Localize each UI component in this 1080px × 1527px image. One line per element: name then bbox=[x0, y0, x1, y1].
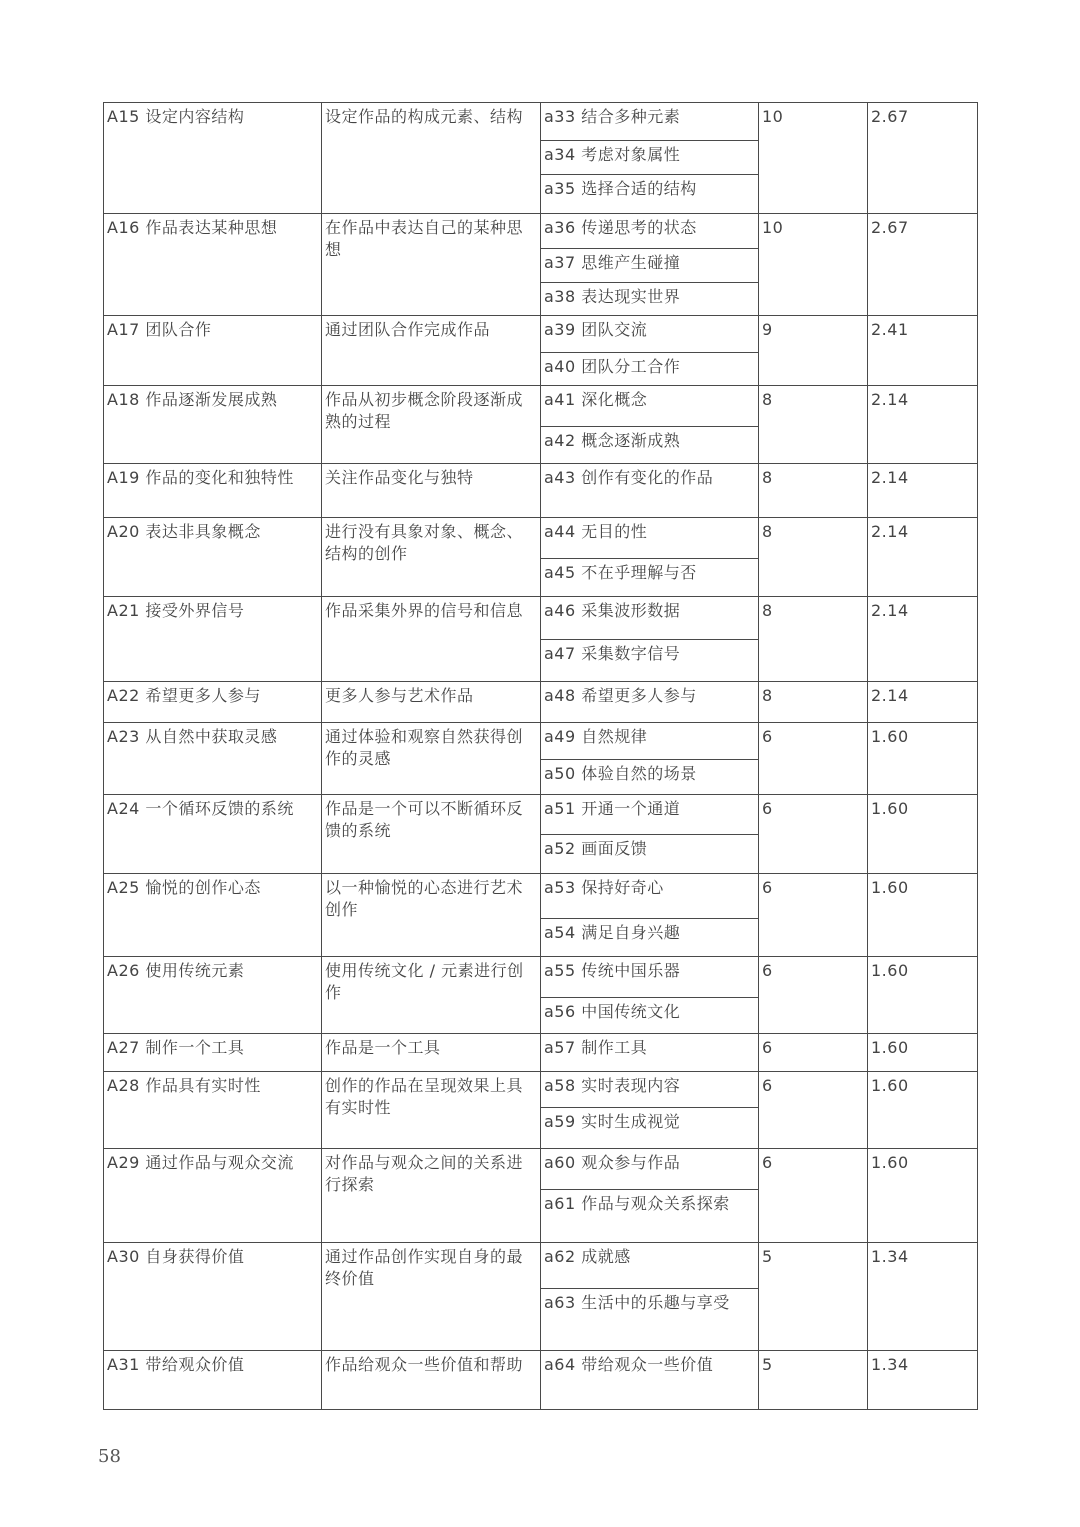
percentage-cell bbox=[868, 1350, 978, 1409]
table-row bbox=[104, 1071, 978, 1148]
count-cell-text: 10 bbox=[762, 218, 784, 237]
category-cell bbox=[104, 1350, 322, 1409]
table-row bbox=[104, 681, 978, 722]
subcategory-item bbox=[541, 558, 758, 596]
count-cell bbox=[759, 957, 868, 1034]
percentage-cell-text: 2.41 bbox=[871, 320, 909, 340]
table-row bbox=[104, 316, 978, 386]
count-cell bbox=[759, 795, 868, 874]
subcategory-label: a53 保持好奇心 bbox=[544, 877, 664, 897]
description-cell bbox=[322, 385, 541, 464]
description-cell-text: 作品是一个可以不断循环反馈的系统 bbox=[325, 799, 524, 841]
subcategory-item bbox=[541, 1072, 758, 1107]
subcategory-item bbox=[541, 1351, 758, 1409]
subcategory-label: a54 满足自身兴趣 bbox=[544, 922, 681, 942]
category-cell-text: A22 希望更多人参与 bbox=[107, 685, 261, 705]
category-cell bbox=[104, 1033, 322, 1071]
description-cell-text: 对作品与观众之间的关系进行探索 bbox=[325, 1152, 524, 1194]
subcategory-item bbox=[541, 1189, 758, 1243]
page-number: 58 bbox=[98, 1446, 121, 1467]
subcategory-label: a52 画面反馈 bbox=[544, 839, 648, 859]
subcategory-label: a64 带给观众一些价值 bbox=[544, 1354, 714, 1374]
category-cell bbox=[104, 385, 322, 464]
table-row bbox=[104, 518, 978, 597]
description-cell-text: 关注作品变化与独特 bbox=[325, 468, 474, 488]
description-cell-text: 以一种愉悦的心态进行艺术创作 bbox=[325, 877, 524, 919]
category-cell bbox=[104, 722, 322, 795]
category-cell bbox=[104, 596, 322, 681]
description-cell bbox=[322, 795, 541, 874]
description-cell-text: 作品从初步概念阶段逐渐成熟的过程 bbox=[325, 389, 524, 431]
count-cell-text: 5 bbox=[762, 1247, 773, 1267]
description-cell bbox=[322, 464, 541, 518]
subcategory-label: a39 团队交流 bbox=[544, 320, 648, 340]
description-cell-text: 在作品中表达自己的某种思想 bbox=[325, 218, 524, 259]
subcategory-label: a51 开通一个通道 bbox=[544, 799, 681, 819]
description-cell bbox=[322, 722, 541, 795]
table-row bbox=[104, 1033, 978, 1071]
subcategory-cell bbox=[541, 681, 759, 722]
table-row bbox=[104, 795, 978, 874]
description-cell bbox=[322, 103, 541, 214]
category-cell bbox=[104, 1071, 322, 1148]
percentage-cell-text: 1.60 bbox=[871, 961, 909, 981]
category-cell-text: A21 接受外界信号 bbox=[107, 600, 245, 620]
subcategory-cell bbox=[541, 722, 759, 795]
subcategory-label: a46 采集波形数据 bbox=[544, 600, 681, 620]
percentage-cell-text: 1.60 bbox=[871, 1075, 909, 1095]
subcategory-label: a49 自然规律 bbox=[544, 726, 648, 746]
count-cell-text: 6 bbox=[762, 1037, 773, 1057]
category-cell bbox=[104, 1148, 322, 1243]
subcategory-cell bbox=[541, 1071, 759, 1148]
subcategory-cell bbox=[541, 1350, 759, 1409]
description-cell-text: 作品给观众一些价值和帮助 bbox=[325, 1354, 524, 1374]
percentage-cell-text: 2.14 bbox=[871, 522, 909, 542]
description-cell bbox=[322, 1033, 541, 1071]
count-cell bbox=[759, 1243, 868, 1351]
subcategory-item bbox=[541, 997, 758, 1033]
description-cell-text: 进行没有具象对象、概念、结构的创作 bbox=[325, 522, 524, 564]
percentage-cell bbox=[868, 1033, 978, 1071]
count-cell-text: 8 bbox=[762, 468, 773, 488]
subcategory-item bbox=[541, 248, 758, 282]
subcategory-label: a62 成就感 bbox=[544, 1247, 631, 1267]
subcategory-item bbox=[541, 214, 758, 248]
subcategory-label: a60 观众参与作品 bbox=[544, 1152, 681, 1172]
subcategory-item bbox=[541, 103, 758, 140]
table-row bbox=[104, 873, 978, 957]
subcategory-item bbox=[541, 1034, 758, 1071]
category-table bbox=[103, 102, 978, 1410]
count-cell-text: 8 bbox=[762, 522, 773, 542]
count-cell-text: 8 bbox=[762, 389, 773, 409]
table-row bbox=[104, 1148, 978, 1243]
count-cell-text: 5 bbox=[762, 1354, 773, 1374]
percentage-cell bbox=[868, 316, 978, 386]
subcategory-cell bbox=[541, 957, 759, 1034]
category-cell-text: A17 团队合作 bbox=[107, 320, 212, 340]
percentage-cell-text: 1.60 bbox=[871, 1152, 909, 1172]
subcategory-label: a44 无目的性 bbox=[544, 522, 648, 542]
percentage-cell bbox=[868, 795, 978, 874]
description-cell-text: 创作的作品在呈现效果上具有实时性 bbox=[325, 1075, 524, 1117]
description-cell bbox=[322, 518, 541, 597]
description-cell bbox=[322, 681, 541, 722]
subcategory-label: a56 中国传统文化 bbox=[544, 1002, 681, 1022]
percentage-cell bbox=[868, 596, 978, 681]
percentage-cell bbox=[868, 873, 978, 957]
table-row bbox=[104, 103, 978, 214]
description-cell bbox=[322, 873, 541, 957]
subcategory-item bbox=[541, 759, 758, 795]
category-cell bbox=[104, 214, 322, 316]
count-cell-text: 8 bbox=[762, 685, 773, 705]
percentage-cell bbox=[868, 681, 978, 722]
subcategory-item bbox=[541, 140, 758, 174]
category-cell-text: A28 作品具有实时性 bbox=[107, 1075, 261, 1095]
category-cell-text: A29 通过作品与观众交流 bbox=[107, 1152, 294, 1172]
category-cell-text: A15 设定内容结构 bbox=[107, 107, 245, 126]
count-cell-text: 10 bbox=[762, 107, 784, 126]
subcategory-item bbox=[541, 682, 758, 722]
table-row bbox=[104, 1243, 978, 1351]
category-cell-text: A31 带给观众价值 bbox=[107, 1354, 245, 1374]
subcategory-cell bbox=[541, 103, 759, 214]
table-row bbox=[104, 957, 978, 1034]
percentage-cell bbox=[868, 464, 978, 518]
count-cell-text: 9 bbox=[762, 320, 773, 340]
category-cell bbox=[104, 1243, 322, 1351]
description-cell bbox=[322, 1148, 541, 1243]
percentage-cell-text: 1.34 bbox=[871, 1354, 909, 1374]
subcategory-label: a36 传递思考的状态 bbox=[544, 218, 697, 237]
count-cell bbox=[759, 681, 868, 722]
count-cell bbox=[759, 722, 868, 795]
subcategory-cell bbox=[541, 1148, 759, 1243]
subcategory-cell bbox=[541, 518, 759, 597]
percentage-cell bbox=[868, 1071, 978, 1148]
subcategory-item bbox=[541, 174, 758, 212]
percentage-cell-text: 1.60 bbox=[871, 799, 909, 819]
subcategory-cell bbox=[541, 596, 759, 681]
category-cell-text: A20 表达非具象概念 bbox=[107, 522, 261, 542]
description-cell-text: 通过团队合作完成作品 bbox=[325, 320, 491, 340]
category-cell-text: A26 使用传统元素 bbox=[107, 961, 245, 981]
subcategory-item bbox=[541, 352, 758, 385]
subcategory-label: a38 表达现实世界 bbox=[544, 286, 681, 306]
subcategory-item bbox=[541, 1288, 758, 1350]
subcategory-label: a63 生活中的乐趣与享受 bbox=[544, 1293, 730, 1313]
subcategory-item bbox=[541, 518, 758, 558]
subcategory-item bbox=[541, 957, 758, 997]
subcategory-label: a57 制作工具 bbox=[544, 1037, 648, 1057]
count-cell bbox=[759, 518, 868, 597]
description-cell bbox=[322, 596, 541, 681]
subcategory-label: a58 实时表现内容 bbox=[544, 1075, 681, 1095]
description-cell-text: 通过作品创作实现自身的最终价值 bbox=[325, 1247, 524, 1289]
percentage-cell-text: 2.14 bbox=[871, 468, 909, 488]
subcategory-item bbox=[541, 1149, 758, 1189]
description-cell bbox=[322, 1243, 541, 1351]
count-cell-text: 6 bbox=[762, 1075, 773, 1095]
count-cell bbox=[759, 1071, 868, 1148]
count-cell-text: 6 bbox=[762, 726, 773, 746]
subcategory-item bbox=[541, 386, 758, 426]
table-row bbox=[104, 214, 978, 316]
subcategory-item bbox=[541, 597, 758, 639]
count-cell-text: 6 bbox=[762, 877, 773, 897]
subcategory-label: a55 传统中国乐器 bbox=[544, 961, 681, 981]
category-cell-text: A30 自身获得价值 bbox=[107, 1247, 245, 1267]
subcategory-item bbox=[541, 834, 758, 873]
description-cell bbox=[322, 316, 541, 386]
subcategory-item bbox=[541, 795, 758, 834]
subcategory-label: a37 思维产生碰撞 bbox=[544, 253, 681, 272]
subcategory-label: a43 创作有变化的作品 bbox=[544, 468, 714, 488]
category-cell bbox=[104, 873, 322, 957]
description-cell-text: 更多人参与艺术作品 bbox=[325, 685, 474, 705]
subcategory-label: a59 实时生成视觉 bbox=[544, 1111, 681, 1131]
count-cell-text: 6 bbox=[762, 799, 773, 819]
subcategory-cell bbox=[541, 385, 759, 464]
count-cell bbox=[759, 1148, 868, 1243]
percentage-cell bbox=[868, 1148, 978, 1243]
subcategory-item bbox=[541, 723, 758, 759]
subcategory-item bbox=[541, 464, 758, 517]
percentage-cell-text: 2.67 bbox=[871, 218, 909, 237]
percentage-cell-text: 1.60 bbox=[871, 1037, 909, 1057]
count-cell bbox=[759, 385, 868, 464]
category-cell bbox=[104, 957, 322, 1034]
count-cell bbox=[759, 464, 868, 518]
category-cell-text: A16 作品表达某种思想 bbox=[107, 218, 278, 237]
category-cell bbox=[104, 316, 322, 386]
count-cell bbox=[759, 1033, 868, 1071]
percentage-cell-text: 1.60 bbox=[871, 726, 909, 746]
subcategory-label: a47 采集数字信号 bbox=[544, 643, 681, 663]
subcategory-label: a45 不在乎理解与否 bbox=[544, 563, 697, 583]
percentage-cell bbox=[868, 385, 978, 464]
count-cell bbox=[759, 316, 868, 386]
subcategory-label: a41 深化概念 bbox=[544, 389, 648, 409]
category-cell bbox=[104, 464, 322, 518]
description-cell-text: 通过体验和观察自然获得创作的灵感 bbox=[325, 726, 524, 768]
percentage-cell-text: 2.14 bbox=[871, 685, 909, 705]
subcategory-item bbox=[541, 918, 758, 957]
description-cell bbox=[322, 214, 541, 316]
description-cell-text: 作品是一个工具 bbox=[325, 1037, 441, 1057]
table-row bbox=[104, 722, 978, 795]
subcategory-label: a50 体验自然的场景 bbox=[544, 763, 697, 783]
subcategory-cell bbox=[541, 464, 759, 518]
table-row bbox=[104, 464, 978, 518]
category-cell bbox=[104, 795, 322, 874]
percentage-cell bbox=[868, 518, 978, 597]
percentage-cell-text: 1.34 bbox=[871, 1247, 909, 1267]
percentage-cell bbox=[868, 722, 978, 795]
percentage-cell-text: 2.14 bbox=[871, 600, 909, 620]
percentage-cell-text: 2.67 bbox=[871, 107, 909, 126]
table-row bbox=[104, 1350, 978, 1409]
subcategory-item bbox=[541, 426, 758, 464]
table-row bbox=[104, 596, 978, 681]
subcategory-cell bbox=[541, 214, 759, 316]
description-cell-text: 使用传统文化 / 元素进行创作 bbox=[325, 961, 524, 1003]
percentage-cell bbox=[868, 957, 978, 1034]
count-cell bbox=[759, 873, 868, 957]
percentage-cell bbox=[868, 1243, 978, 1351]
subcategory-cell bbox=[541, 1033, 759, 1071]
subcategory-item bbox=[541, 1243, 758, 1288]
count-cell bbox=[759, 596, 868, 681]
category-cell-text: A19 作品的变化和独特性 bbox=[107, 468, 294, 488]
category-cell-text: A23 从自然中获取灵感 bbox=[107, 726, 278, 746]
description-cell-text: 设定作品的构成元素、结构 bbox=[325, 107, 524, 126]
table-row bbox=[104, 385, 978, 464]
category-cell-text: A27 制作一个工具 bbox=[107, 1037, 245, 1057]
category-cell bbox=[104, 103, 322, 214]
description-cell bbox=[322, 1071, 541, 1148]
count-cell bbox=[759, 103, 868, 214]
category-cell-text: A18 作品逐渐发展成熟 bbox=[107, 389, 278, 409]
percentage-cell bbox=[868, 103, 978, 214]
description-cell bbox=[322, 957, 541, 1034]
subcategory-label: a48 希望更多人参与 bbox=[544, 685, 697, 705]
percentage-cell-text: 1.60 bbox=[871, 877, 909, 897]
category-cell-text: A25 愉悦的创作心态 bbox=[107, 877, 261, 897]
count-cell-text: 8 bbox=[762, 600, 773, 620]
count-cell-text: 6 bbox=[762, 961, 773, 981]
subcategory-cell bbox=[541, 316, 759, 386]
category-cell bbox=[104, 518, 322, 597]
subcategory-item bbox=[541, 874, 758, 918]
category-cell bbox=[104, 681, 322, 722]
subcategory-label: a42 概念逐渐成熟 bbox=[544, 430, 681, 450]
category-cell-text: A24 一个循环反馈的系统 bbox=[107, 799, 294, 819]
subcategory-label: a35 选择合适的结构 bbox=[544, 178, 697, 198]
count-cell bbox=[759, 214, 868, 316]
subcategory-label: a33 结合多种元素 bbox=[544, 107, 681, 126]
subcategory-item bbox=[541, 282, 758, 316]
subcategory-cell bbox=[541, 873, 759, 957]
percentage-cell-text: 2.14 bbox=[871, 389, 909, 409]
count-cell bbox=[759, 1350, 868, 1409]
percentage-cell bbox=[868, 214, 978, 316]
description-cell bbox=[322, 1350, 541, 1409]
table-body bbox=[104, 103, 978, 1410]
subcategory-label: a61 作品与观众关系探索 bbox=[544, 1193, 730, 1213]
subcategory-item bbox=[541, 316, 758, 352]
subcategory-label: a40 团队分工合作 bbox=[544, 357, 681, 377]
description-cell-text: 作品采集外界的信号和信息 bbox=[325, 600, 524, 620]
subcategory-label: a34 考虑对象属性 bbox=[544, 145, 681, 164]
subcategory-item bbox=[541, 639, 758, 681]
count-cell-text: 6 bbox=[762, 1152, 773, 1172]
subcategory-cell bbox=[541, 795, 759, 874]
subcategory-cell bbox=[541, 1243, 759, 1351]
subcategory-item bbox=[541, 1107, 758, 1148]
